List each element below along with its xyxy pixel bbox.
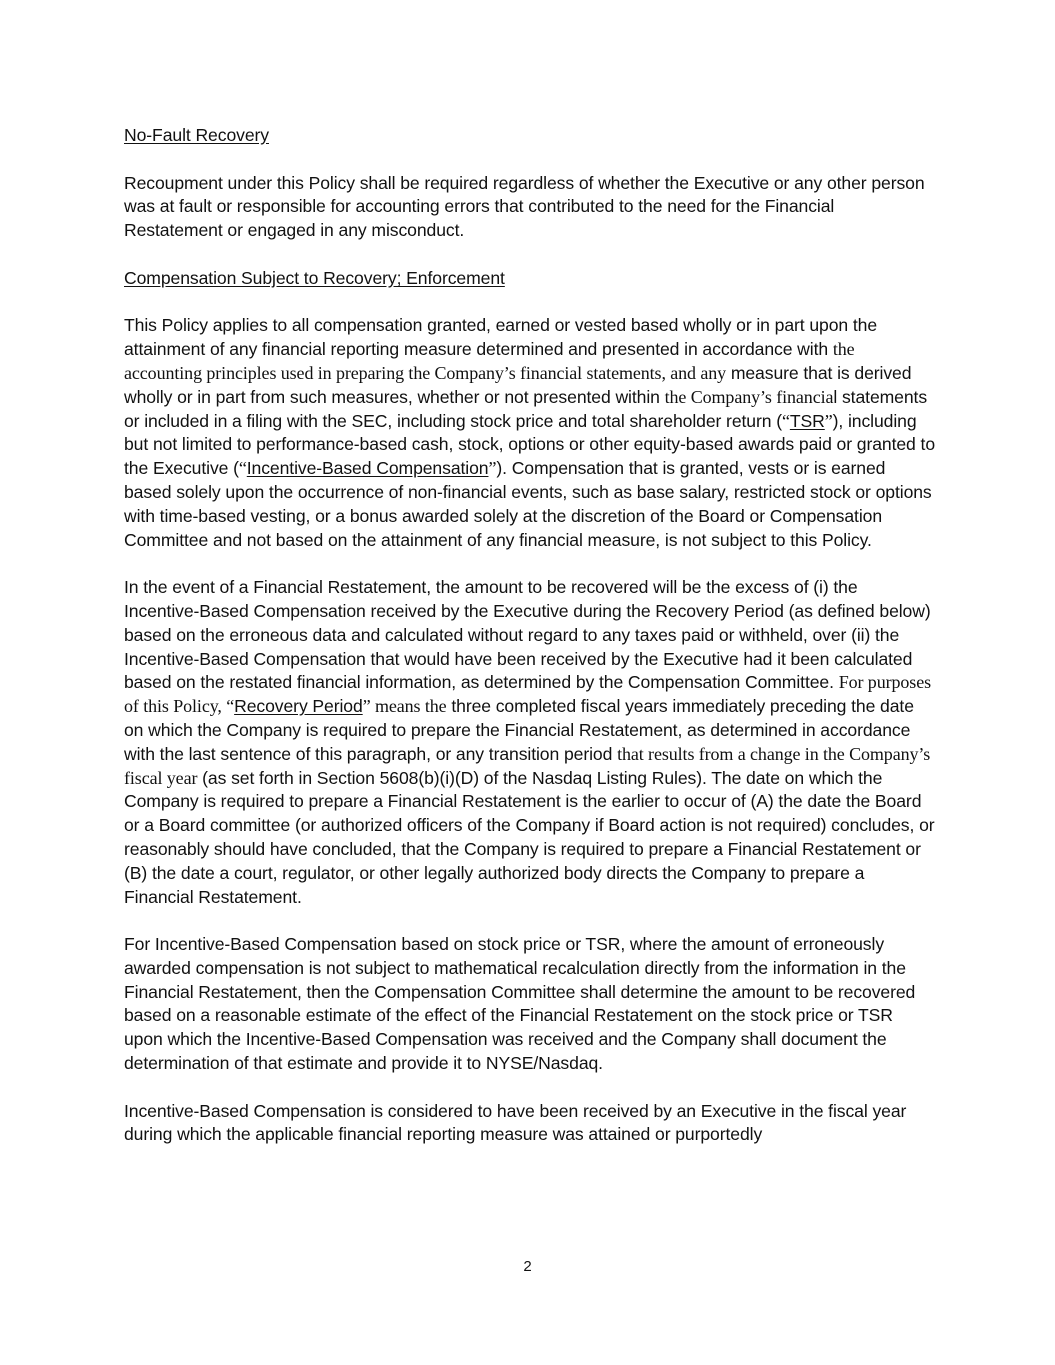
text-run: ). Compensation that is granted, vests or is earned based solely upon the occurrence of non-financial events, such as base salary, restricted stock or options with time-based vesting, or a bonus awarded solely at the discretion of the Board or Compensation Committee and not based on the attainment of any financial measure, is not subject to this Policy. [124, 458, 932, 550]
heading-no-fault-recovery: No-Fault Recovery [124, 125, 269, 145]
paragraph-received-fiscal-year: Incentive-Based Compensation is considered to have been received by an Executive in the fiscal year during which the applicable financial reporting measure was attained or purportedly [124, 1100, 907, 1145]
paragraph-no-fault: Recoupment under this Policy shall be required regardless of whether the Executive or any other person was at fault or responsible for accounting errors that contributed to the need for the Financial Restatement or engaged in any misconduct. [124, 172, 925, 241]
paragraph-gap [124, 148, 936, 172]
text-run: the accounting principles used in preparing the Company’s financial statements, and any [124, 339, 855, 383]
text-run: For purposes of this Policy, “ [124, 672, 932, 717]
defined-term-recovery-period: Recovery Period [234, 696, 363, 717]
paragraph-stock-price-tsr: For Incentive-Based Compensation based on stock price or TSR, where the amount of erroneously awarded compensation is not subject to mathematical recalculation directly from the information in the Financial Restatement, then the Compensation Committee shall determine the amount to be recovered based on a reasonable estimate of the effect of the Financial Restatement on the stock price or TSR upon which the Incentive-Based Compensation was received and the Company shall document the determination of that estimate and provide it to NYSE/Nasdaq. [124, 934, 916, 1074]
defined-term-tsr: TSR [789, 410, 825, 431]
paragraph-gap [124, 1076, 936, 1100]
quote-mark: ” [824, 410, 833, 431]
quote-mark: ” [488, 458, 497, 479]
defined-term-incentive-based-compensation: Incentive-Based Compensation [246, 458, 489, 479]
text-run: measure that is derived wholly or in part from such measures, whether or not presented within [124, 362, 912, 407]
paragraph-policy-applies [124, 314, 936, 552]
text-run: that results from a change in the Company’s fiscal year [124, 743, 931, 788]
text-run: In the event of a Financial Restatement, the amount to be recovered will be the excess of (i) the Incentive-Based Compensation received by the Executive during the Recovery Period (as defined below) based on the erroneous data and calculated without regard to any taxes paid or withheld, over (ii) the Incentive-Based Compensation that would have been received by the Executive had it been calculated based on the restated financial information, as determined by the Compensation Committee. [124, 577, 931, 693]
text-run: ), including but not limited to performance-based cash, stock, options or other equity-based awards paid or granted to the Executive ( [124, 410, 936, 479]
document-page [124, 124, 936, 1147]
text-run: (as set forth in Section 5608(b)(i)(D) of the Nasdaq Listing Rules). The date on which the Company is required to prepare a Financial Restatement is the earlier to occur of (A) the date the Board or a Board committee (or authorized officers of the Company if Board action is not required) concludes, or reasonably should have concluded, that the Company is required to prepare a Financial Restatement or (B) the date a court, regulator, or other legally authorized body directs the Company to prepare a Financial Restatement. [124, 767, 935, 907]
text-run: ” means the [362, 696, 447, 717]
quote-mark: “ [781, 410, 790, 431]
text-run: three completed fiscal years immediately preceding the date on which the Company is required to prepare the Financial Restatement, as determined in accordance with the last sentence of this paragraph, or any transition period [124, 696, 914, 764]
text-run: This Policy applies to all compensation granted, earned or vested based wholly or in part upon the attainment of any financial reporting measure determined and presented in accordance with [124, 315, 878, 360]
quote-mark: “ [238, 458, 247, 479]
paragraph-gap [124, 243, 936, 267]
paragraph-gap [124, 291, 936, 315]
text-run: the Company’s financia [664, 386, 834, 407]
paragraph-gap [124, 909, 936, 933]
text-run: l statements or included in a filing with the SEC, including stock price and total shareholder return ( [124, 386, 928, 431]
heading-compensation-subject-to-recovery: Compensation Subject to Recovery; Enforcement [124, 267, 505, 288]
paragraph-financial-restatement [124, 576, 936, 909]
page-number: 2 [523, 1258, 532, 1275]
paragraph-gap [124, 552, 936, 576]
